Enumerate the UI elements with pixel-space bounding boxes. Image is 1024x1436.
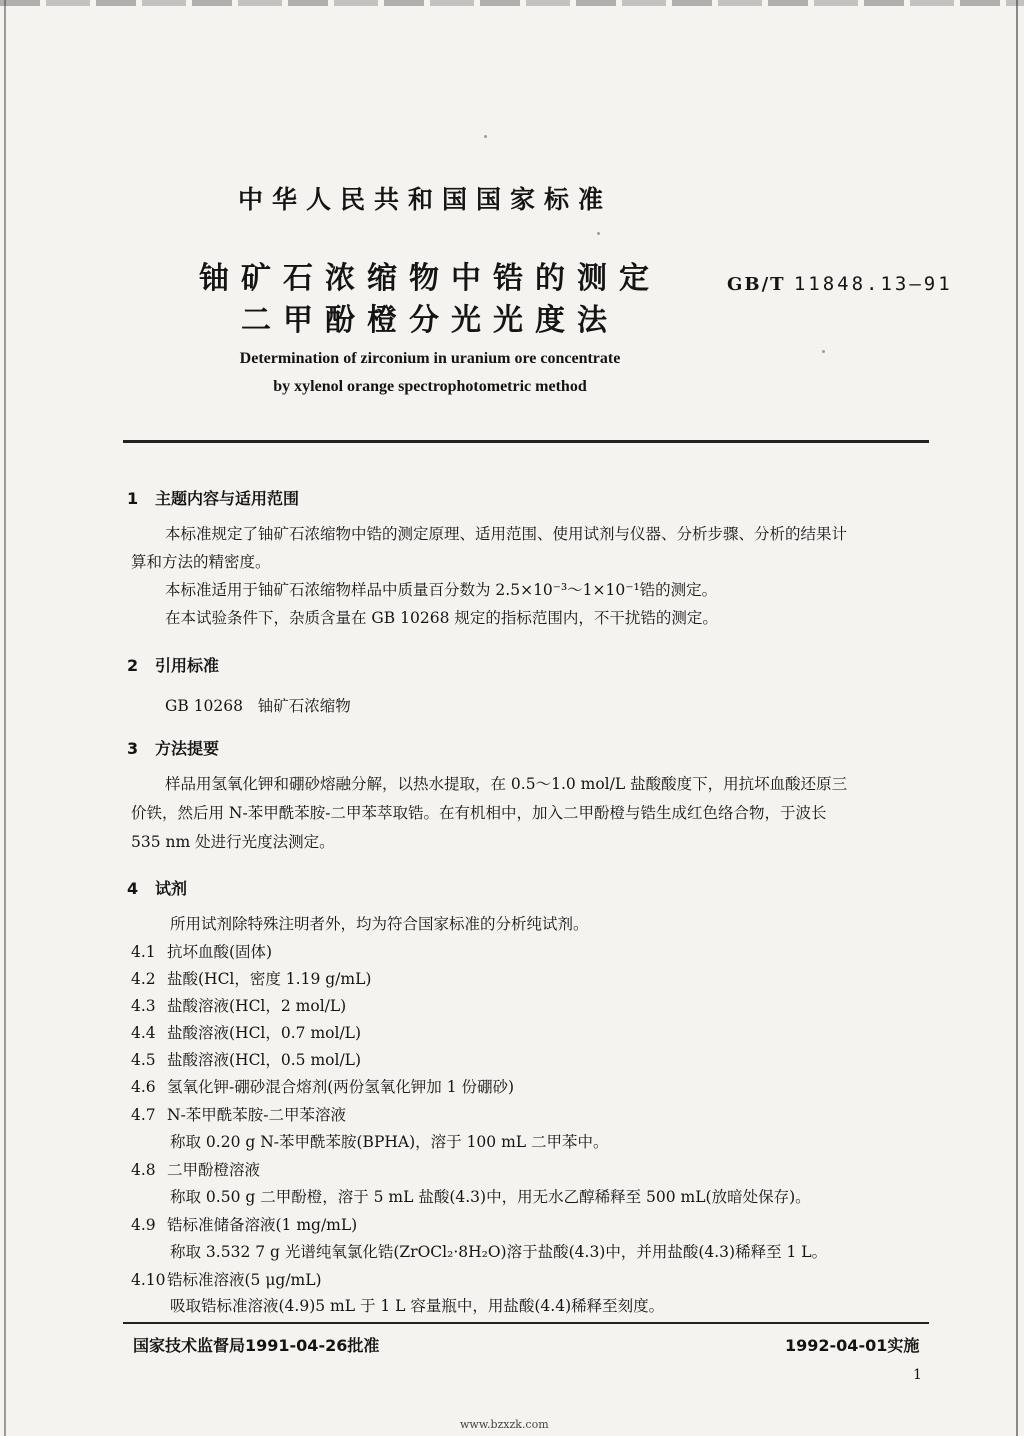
source-website: www.bzxzk.com: [460, 1418, 549, 1431]
reagent-item: [131, 1213, 357, 1235]
item-text: 二甲酚橙溶液: [167, 1161, 261, 1179]
section-title: 主题内容与适用范围: [155, 489, 300, 508]
item-detail: 吸取锆标准溶液(4.9)5 mL 于 1 L 容量瓶中，用盐酸(4.4)稀释至刻度。: [170, 1297, 665, 1315]
paragraph: 所用试剂除特殊注明者外，均为符合国家标准的分析纯试剂。: [170, 915, 589, 933]
paragraph: 535 nm 处进行光度法测定。: [131, 833, 335, 851]
page-number: 1: [913, 1367, 922, 1383]
scan-edge-right: [1016, 0, 1018, 1436]
item-number: 4.5: [131, 1051, 156, 1069]
document-title-line1: 铀矿石浓缩物中锆的测定: [199, 261, 661, 296]
item-number: 4.1: [131, 943, 156, 961]
reagent-item: [131, 1048, 361, 1070]
reagent-item: [131, 994, 346, 1016]
item-number: 4.3: [131, 997, 156, 1015]
approval-date: 国家技术监督局1991-04-26批准: [133, 1336, 380, 1355]
item-number: 4.6: [131, 1078, 156, 1096]
paragraph: 价铁，然后用 N-苯甲酰苯胺-二甲苯萃取锆。在有机相中，加入二甲酚橙与锆生成红色络合物，于波长: [131, 804, 827, 822]
section-heading-3: [127, 736, 219, 759]
paragraph: 在本试验条件下，杂质含量在 GB 10268 规定的指标范围内，不干扰锆的测定。: [165, 609, 718, 627]
paragraph: 本标准规定了铀矿石浓缩物中锆的测定原理、适用范围、使用试剂与仪器、分析步骤、分析的结果计: [165, 525, 848, 543]
section-heading-1: [127, 486, 299, 509]
item-text: 锆标准储备溶液(1 mg/mL): [167, 1216, 358, 1234]
header-divider: [123, 440, 929, 443]
section-title: 试剂: [155, 879, 188, 898]
country-standard-title: 中华人民共和国国家标准: [237, 185, 612, 214]
scan-speck: [484, 135, 487, 138]
standard-number: [727, 273, 953, 295]
reagent-item: [131, 967, 371, 989]
footer-divider: [123, 1322, 929, 1324]
item-number: 4.8: [131, 1161, 156, 1179]
paragraph: 算和方法的精密度。: [131, 553, 271, 571]
item-text: 抗坏血酸(固体): [167, 943, 273, 961]
reagent-item: [131, 1268, 322, 1290]
reagent-item: [131, 1021, 361, 1043]
section-number: 2: [127, 656, 139, 675]
paragraph: 样品用氢氧化钾和硼砂熔融分解，以热水提取，在 0.5～1.0 mol/L 盐酸酸度下，用抗坏血酸还原三: [165, 775, 848, 793]
reagent-item: [131, 940, 272, 962]
item-detail: 称取 0.20 g N-苯甲酰苯胺(BPHA)，溶于 100 mL 二甲苯中。: [170, 1133, 609, 1151]
item-number: 4.10: [131, 1271, 166, 1289]
item-text: N-苯甲酰苯胺-二甲苯溶液: [167, 1106, 347, 1124]
effective-date: 1992-04-01实施: [785, 1336, 920, 1355]
item-number: 4.7: [131, 1106, 156, 1124]
standard-prefix: GB/T: [727, 274, 786, 295]
item-number: 4.4: [131, 1024, 156, 1042]
item-text: 氢氧化钾-硼砂混合熔剂(两份氢氧化钾加 1 份硼砂): [167, 1078, 515, 1096]
reagent-item: [131, 1158, 260, 1180]
english-title-line2: by xylenol orange spectrophotometric method: [273, 378, 587, 395]
section-title: 方法提要: [155, 739, 220, 758]
section-number: 1: [127, 489, 139, 508]
reagent-item: [131, 1075, 514, 1097]
referenced-standard: GB 10268 铀矿石浓缩物: [165, 697, 351, 715]
item-text: 盐酸(HCl，密度 1.19 g/mL): [167, 970, 372, 988]
paragraph: 本标准适用于铀矿石浓缩物样品中质量百分数为 2.5×10⁻³～1×10⁻¹锆的测定。: [165, 581, 718, 599]
standard-code: 11848.13—91: [793, 273, 953, 295]
item-detail: 称取 3.532 7 g 光谱纯氧氯化锆(ZrOCl₂·8H₂O)溶于盐酸(4.3)中，并用盐酸(4.3)稀释至 1 L。: [170, 1243, 828, 1261]
section-heading-4: [127, 876, 187, 899]
english-title-line1: Determination of zirconium in uranium ore concentrate: [239, 350, 621, 367]
section-number: 3: [127, 739, 139, 758]
section-title: 引用标准: [155, 656, 220, 675]
section-heading-2: [127, 653, 219, 676]
scan-edge-top: [0, 0, 1024, 6]
section-number: 4: [127, 879, 139, 898]
item-text: 锆标准溶液(5 μg/mL): [167, 1271, 322, 1289]
item-number: 4.2: [131, 970, 156, 988]
document-title-line2: 二甲酚橙分光光度法: [241, 303, 619, 338]
item-text: 盐酸溶液(HCl，2 mol/L): [167, 997, 347, 1015]
item-text: 盐酸溶液(HCl，0.7 mol/L): [167, 1024, 362, 1042]
reagent-item: [131, 1103, 346, 1125]
item-text: 盐酸溶液(HCl，0.5 mol/L): [167, 1051, 362, 1069]
item-detail: 称取 0.50 g 二甲酚橙，溶于 5 mL 盐酸(4.3)中，用无水乙醇稀释至 500 mL(放暗处保存)。: [170, 1188, 811, 1206]
scan-speck: [597, 232, 600, 235]
item-number: 4.9: [131, 1216, 156, 1234]
